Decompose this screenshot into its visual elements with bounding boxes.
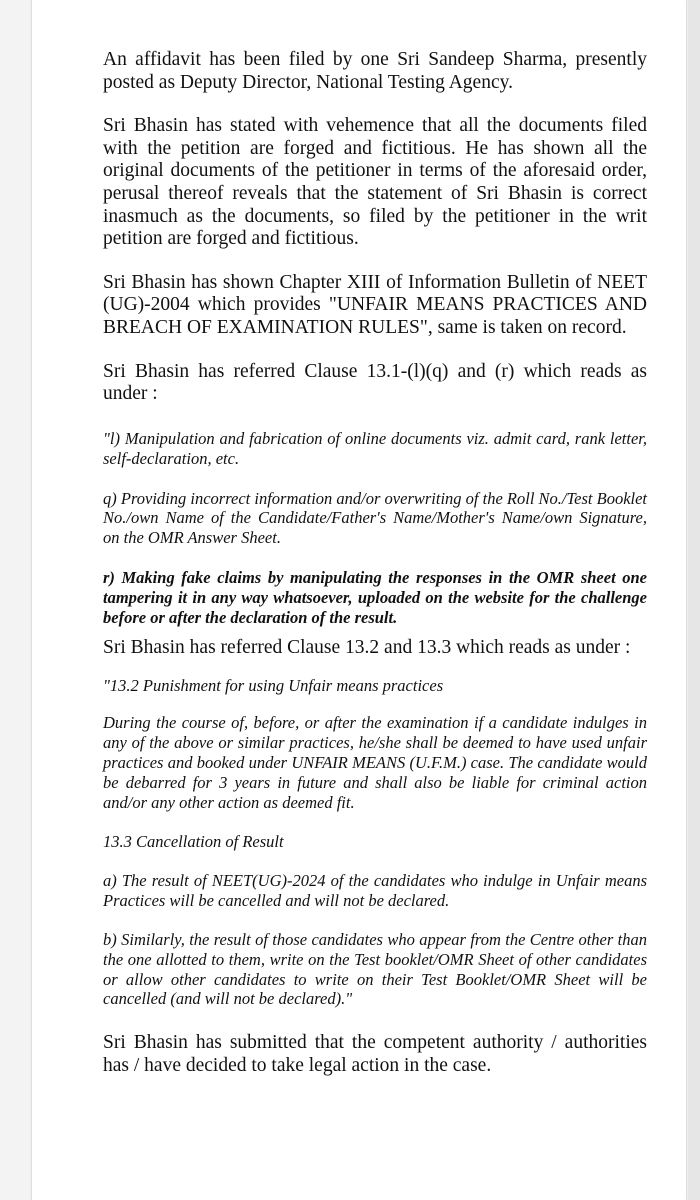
scroll-edge	[688, 0, 700, 1200]
document-content	[103, 49, 647, 1078]
paragraph-chapter-xiii: Sri Bhasin has shown Chapter XIII of Information Bulletin of NEET (UG)-2004 which provides "UNFAIR MEANS PRACTICES AND BREACH OF EXAMINATION RULES", same is taken on record.	[103, 271, 647, 338]
quote-clause-r: r) Making fake claims by manipulating the responses in the OMR sheet one tampering it in any way whatsoever, uploaded on the website for the challenge before or after the declaration of the result.	[103, 568, 647, 628]
paragraph-affidavit: An affidavit has been filed by one Sri Sandeep Sharma, presently posted as Deputy Director, National Testing Agency.	[103, 49, 647, 93]
quote-clause-q: q) Providing incorrect information and/or overwriting of the Roll No./Test Booklet No./own Name of the Candidate/Father's Name/Mother's Name/own Signature, on the OMR Answer Sheet.	[103, 488, 648, 548]
quote-heading-13-2: "13.2 Punishment for using Unfair means practices	[103, 675, 444, 695]
quote-text-13-3-b: b) Similarly, the result of those candidates who appear from the Centre other than the one allotted to them, write on the Test booklet/OMR Sheet of other candidates or allow other candidates to write on their Test Booklet/OMR Sheet will be cancelled (and will not be declared)."	[103, 929, 647, 1009]
quote-clause-l: "l) Manipulation and fabrication of online documents viz. admit card, rank letter, self-declaration, etc.	[103, 428, 647, 468]
paragraph-clause-13-1: Sri Bhasin has referred Clause 13.1-(l)(q) and (r) which reads as under :	[103, 360, 647, 405]
quote-heading-13-3: 13.3 Cancellation of Result	[103, 832, 284, 851]
paragraph-legal-action: Sri Bhasin has submitted that the competent authority / authorities has / have decided to take legal action in the case.	[103, 1032, 647, 1076]
quote-text-13-3-a: a) The result of NEET(UG)-2024 of the candidates who indulge in Unfair means Practices will be cancelled and will not be declared.	[103, 870, 647, 910]
paragraph-bhasin-statement: Sri Bhasin has stated with vehemence that all the documents filed with the petition are forged and fictitious. He has shown all the original documents of the petitioner in terms of the aforesaid order, perusal thereof reveals that the statement of Sri Bhasin is correct inasmuch as the documents, so filed by the petitioner in the writ petition are forged and fictitious.	[103, 115, 647, 250]
quote-text-13-2: During the course of, before, or after the examination if a candidate indulges in any of the above or similar practices, he/she shall be deemed to have used unfair practices and booked under UNFAIR MEANS (U.F.M.) case. The candidate would be debarred for 3 years in future and shall also be liable for criminal action and/or any other action as deemed fit.	[103, 713, 647, 813]
paragraph-clause-13-2-13-3: Sri Bhasin has referred Clause 13.2 and 13.3 which reads as under :	[103, 636, 631, 658]
